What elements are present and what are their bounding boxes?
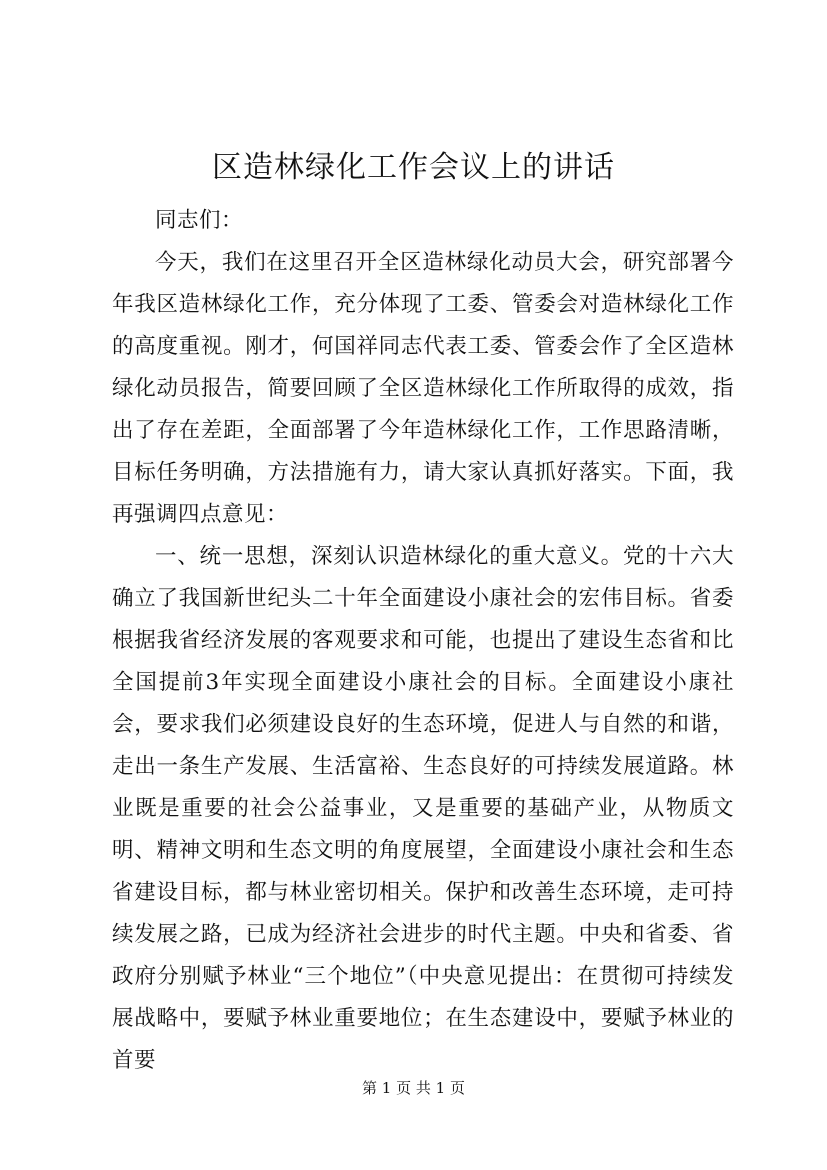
salutation-paragraph: 同志们： xyxy=(155,208,244,233)
section-one-paragraph: 一、统一思想，深刻认识造林绿化的重大意义。党的十六大确立了我国新世纪头二十年全面建设小康社会的宏伟目标。省委根据我省经济发展的客观要求和可能，也提出了建设生态省和比全国提前3年实现全面建设小康社会的目标。全面建设小康社会，要求我们必须建设良好的生态环境，促进人与自然的和谐，走出一条生产发展、生活富裕、生态良好的可持续发展道路。林业既是重要的社会公益事业，又是重要的基础产业，从物质文明、精神文明和生态文明的角度展望，全面建设小康社会和生态省建设目标，都与林业密切相关。保护和改善生态环境，走可持续发展之路，已成为经济社会进步的时代主题。中央和省委、省政府分别赋予林业“三个地位”（中央意见提出：在贯彻可持续发展战略中，要赋予林业重要地位；在生态建设中，要赋予林业的首要 xyxy=(112,544,734,1073)
document-body xyxy=(112,200,734,1082)
page-footer: 第 1 页 共 1 页 xyxy=(362,1079,465,1097)
intro-paragraph: 今天，我们在这里召开全区造林绿化动员大会，研究部署今年我区造林绿化工作，充分体现了工委、管委会对造林绿化工作的高度重视。刚才，何国祥同志代表工委、管委会作了全区造林绿化动员报告，简要回顾了全区造林绿化工作所取得的成效，指出了存在差距，全面部署了今年造林绿化工作，工作思路清晰，目标任务明确，方法措施有力，请大家认真抓好落实。下面，我再强调四点意见： xyxy=(112,250,734,527)
document-title: 区造林绿化工作会议上的讲话 xyxy=(212,150,615,185)
